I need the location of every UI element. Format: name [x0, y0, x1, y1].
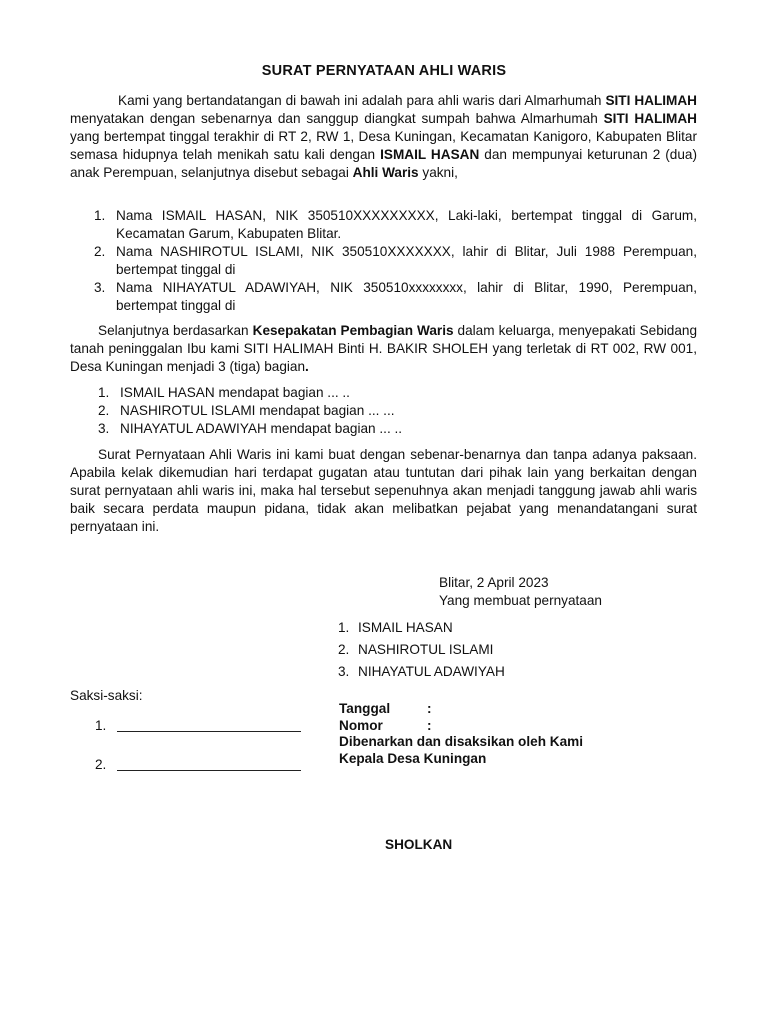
intro-text-5: yakni,: [418, 165, 458, 180]
share-item: [98, 402, 402, 420]
signers-list: [338, 619, 505, 685]
heir-item: [94, 207, 697, 243]
share-number: 3.: [98, 421, 110, 436]
intro-bold-name-2: SITI HALIMAH: [603, 111, 698, 126]
share-text: NIHAYATUL ADAWIYAH mendapat bagian ... ..: [120, 421, 403, 436]
agreement-text-2: dalam keluarga, menyepakati Sebidang tanah peninggalan Ibu kami SITI HALIMAH Binti H. BAKIR SHOLEH yang terletak di RT 002, RW 001, Desa Kuningan menjadi 3 (tiga) bagian: [70, 323, 698, 374]
intro-bold-heirs: Ahli Waris: [352, 165, 419, 180]
signer-number: 3.: [338, 664, 350, 679]
agreement-paragraph: [70, 322, 697, 376]
witness-label: Saksi-saksi:: [70, 688, 143, 703]
shares-list: [98, 384, 402, 438]
heir-number: 3.: [94, 280, 106, 295]
signer-item: [338, 641, 505, 659]
heir-text: Nama NASHIROTUL ISLAMI, NIK 350510XXXXXXX, lahir di Blitar, Juli 1988 Perempuan, bertempat tinggal di: [116, 244, 697, 277]
signer-name: NIHAYATUL ADAWIYAH: [358, 664, 505, 679]
village-head-name: SHOLKAN: [385, 837, 453, 852]
witness-signature-blank: [117, 717, 301, 732]
heir-item: [94, 279, 697, 315]
heir-text: Nama ISMAIL HASAN, NIK 350510XXXXXXXXX, Laki-laki, bertempat tinggal di Garum, Kecamatan Garum, Kabupaten Blitar.: [116, 208, 697, 241]
closing-paragraph: [70, 446, 697, 536]
heir-text: Nama NIHAYATUL ADAWIYAH, NIK 350510xxxxxxxx, lahir di Blitar, 1990, Perempuan, bertempat tinggal di: [116, 280, 697, 313]
village-confirm-line: Dibenarkan dan disaksikan oleh Kami: [339, 734, 584, 749]
intro-text-4: dan mempunyai keturunan 2 (dua) anak Perempuan, selanjutnya disebut sebagai: [70, 147, 697, 180]
heir-item: [94, 243, 697, 279]
intro-text-3: yang bertempat tinggal terakhir di RT 2, RW 1, Desa Kuningan, Kecamatan Kanigoro, Kabupaten Blitar semasa hidupnya telah menikah satu kali dengan: [70, 129, 697, 162]
share-item: [98, 420, 402, 438]
place-date-block: [439, 574, 602, 610]
share-item: [98, 384, 402, 402]
share-number: 2.: [98, 403, 110, 418]
intro-bold-spouse: ISMAIL HASAN: [380, 147, 480, 162]
village-number-label: Nomor: [339, 717, 383, 733]
village-number-row: [339, 718, 583, 735]
agreement-bold-period: .: [305, 359, 309, 374]
signer-name: NASHIROTUL ISLAMI: [358, 642, 494, 657]
village-confirmation-block: [339, 701, 583, 767]
agreement-bold-term: Kesepakatan Pembagian Waris: [252, 323, 454, 338]
heir-number: 1.: [94, 208, 106, 223]
heirs-list: [94, 207, 697, 315]
signer-number: 2.: [338, 642, 350, 657]
intro-text-1: Kami yang bertandatangan di bawah ini adalah para ahli waris dari Almarhumah: [118, 93, 606, 108]
village-number-colon: :: [427, 717, 432, 733]
signer-number: 1.: [338, 620, 350, 635]
place-date: Blitar, 2 April 2023: [439, 575, 549, 590]
agreement-text-1: Selanjutnya berdasarkan: [98, 323, 253, 338]
closing-text: Surat Pernyataan Ahli Waris ini kami buat dengan sebenar-benarnya dan tanpa adanya paksaan. Apabila kelak dikemudian hari terdapat gugatan atau tuntutan dari pihak lain yang berkaitan dengan surat pernyataan ahli waris ini, maka hal tersebut sepenuhnya akan menjadi tanggung jawab ahli waris baik secara perdata maupun pidana, tidak akan melibatkan pejabat yang menandatangani surat pernyataan ini.: [70, 447, 697, 534]
document-title: SURAT PERNYATAAN AHLI WARIS: [261, 63, 507, 79]
share-number: 1.: [98, 385, 110, 400]
signer-name: ISMAIL HASAN: [358, 620, 453, 635]
witness-number: 1.: [95, 718, 107, 733]
intro-bold-name-1: SITI HALIMAH: [605, 93, 698, 108]
village-date-colon: :: [427, 701, 432, 716]
witness-signature-blank: [117, 756, 301, 771]
signer-item: [338, 663, 505, 681]
maker-label: Yang membuat pernyataan: [439, 593, 602, 608]
witness-line-2: [95, 756, 301, 774]
village-date-row: [339, 701, 583, 718]
witness-line-1: [95, 717, 301, 735]
witness-number: 2.: [95, 757, 107, 772]
heir-number: 2.: [94, 244, 106, 259]
village-date-label: Tanggal: [339, 701, 391, 716]
signer-item: [338, 619, 505, 637]
intro-text-2: menyatakan dengan sebenarnya dan sanggup diangkat sumpah bahwa Almarhumah: [70, 111, 604, 126]
intro-paragraph: [70, 92, 697, 182]
share-text: ISMAIL HASAN mendapat bagian ... ..: [120, 385, 350, 400]
village-head-line: Kepala Desa Kuningan: [339, 750, 487, 766]
share-text: NASHIROTUL ISLAMI mendapat bagian ... ...: [120, 403, 395, 418]
